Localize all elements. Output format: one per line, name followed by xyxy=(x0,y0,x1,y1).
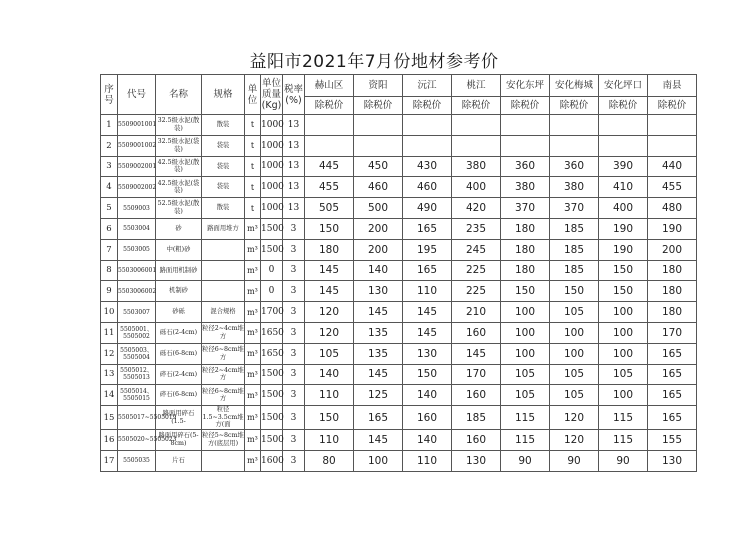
price-cell: 105 xyxy=(599,364,648,385)
price-cell: 170 xyxy=(452,364,501,385)
header-code: 代号 xyxy=(118,75,156,115)
price-cell: 370 xyxy=(501,198,550,219)
item-code: 5505035 xyxy=(118,450,156,471)
item-unit: m³ xyxy=(245,450,261,471)
header-seq: 序号 xyxy=(101,75,118,115)
price-cell: 150 xyxy=(599,281,648,302)
item-unit: m³ xyxy=(245,343,261,364)
price-cell: 245 xyxy=(452,239,501,260)
price-cell xyxy=(599,115,648,136)
price-cell: 140 xyxy=(403,429,452,450)
item-spec: 混合规格 xyxy=(202,302,245,323)
row-number: 7 xyxy=(101,239,118,260)
price-cell: 115 xyxy=(501,429,550,450)
table-row xyxy=(101,429,697,450)
item-tax-rate: 3 xyxy=(283,281,305,302)
item-weight: 1000 xyxy=(261,115,283,136)
row-number: 11 xyxy=(101,322,118,343)
price-cell: 125 xyxy=(354,385,403,406)
price-cell xyxy=(354,135,403,156)
row-number: 15 xyxy=(101,406,118,430)
item-name: 碎石(2-4cm) xyxy=(156,364,202,385)
price-cell: 130 xyxy=(648,450,697,471)
price-cell: 360 xyxy=(501,156,550,177)
table-row xyxy=(101,302,697,323)
price-cell: 145 xyxy=(452,343,501,364)
item-spec xyxy=(202,450,245,471)
price-cell: 100 xyxy=(501,322,550,343)
header-pretax-price: 除税价 xyxy=(648,97,697,115)
price-cell: 120 xyxy=(550,429,599,450)
item-weight: 1650 xyxy=(261,343,283,364)
price-cell: 450 xyxy=(354,156,403,177)
header-tax: 税率(%) xyxy=(283,75,305,115)
price-cell: 145 xyxy=(305,281,354,302)
row-number: 3 xyxy=(101,156,118,177)
header-region: 资阳 xyxy=(354,75,403,97)
item-tax-rate: 3 xyxy=(283,260,305,281)
item-spec: 粒径1.5~3.5cm堆方(面 xyxy=(202,406,244,429)
item-spec: 路面用堆方 xyxy=(202,218,245,239)
item-tax-rate: 3 xyxy=(283,364,305,385)
price-cell xyxy=(452,135,501,156)
header-pretax-price: 除税价 xyxy=(550,97,599,115)
price-cell: 165 xyxy=(354,406,403,430)
header-region: 赫山区 xyxy=(305,75,354,97)
price-cell xyxy=(354,115,403,136)
price-cell: 160 xyxy=(452,429,501,450)
item-unit: m³ xyxy=(245,302,261,323)
item-tax-rate: 3 xyxy=(283,450,305,471)
header-region: 安化坪口 xyxy=(599,75,648,97)
header-pretax-price: 除税价 xyxy=(354,97,403,115)
price-cell: 185 xyxy=(550,218,599,239)
price-cell: 500 xyxy=(354,198,403,219)
header-spec: 规格 xyxy=(202,75,245,115)
price-cell: 115 xyxy=(501,406,550,430)
row-number: 2 xyxy=(101,135,118,156)
item-name: 32.5级水泥(袋装) xyxy=(156,135,202,156)
row-number: 9 xyxy=(101,281,118,302)
item-unit: t xyxy=(245,156,261,177)
item-spec xyxy=(202,281,245,302)
table-row xyxy=(101,281,697,302)
item-code: 5505014、5505015 xyxy=(118,385,156,406)
item-spec: 袋装 xyxy=(202,156,245,177)
price-cell: 150 xyxy=(305,406,354,430)
item-code: 5509001002 xyxy=(118,135,156,156)
price-cell: 180 xyxy=(501,218,550,239)
page-title: 益阳市2021年7月份地材参考价 xyxy=(249,52,499,72)
item-name: 砂砾 xyxy=(156,302,202,323)
price-cell: 170 xyxy=(648,322,697,343)
header-weight: 单位质量(Kg) xyxy=(261,75,283,115)
item-code: 5509002002 xyxy=(118,177,156,198)
price-cell: 190 xyxy=(648,218,697,239)
item-weight: 1500 xyxy=(261,429,283,450)
table-row xyxy=(101,385,697,406)
price-cell: 135 xyxy=(354,322,403,343)
item-unit: m³ xyxy=(245,260,261,281)
price-cell xyxy=(452,115,501,136)
price-cell: 100 xyxy=(599,322,648,343)
price-cell xyxy=(648,115,697,136)
price-cell xyxy=(648,135,697,156)
item-tax-rate: 13 xyxy=(283,156,305,177)
price-cell: 235 xyxy=(452,218,501,239)
item-code: 5503007 xyxy=(118,302,156,323)
item-name: 路面用碎石(1.5- xyxy=(156,406,202,430)
price-cell: 420 xyxy=(452,198,501,219)
price-cell xyxy=(305,135,354,156)
item-tax-rate: 13 xyxy=(283,135,305,156)
price-cell: 150 xyxy=(501,281,550,302)
item-weight: 1000 xyxy=(261,198,283,219)
price-cell: 145 xyxy=(354,429,403,450)
price-cell: 225 xyxy=(452,281,501,302)
price-cell: 160 xyxy=(452,322,501,343)
item-name: 碎石(6-8cm) xyxy=(156,385,202,406)
price-cell: 360 xyxy=(550,156,599,177)
item-code: 5505017~5505019 xyxy=(118,406,156,430)
price-cell: 390 xyxy=(599,156,648,177)
item-spec: 粒径2~4cm堆方 xyxy=(202,364,245,385)
table-body xyxy=(101,115,697,472)
table-row xyxy=(101,115,697,136)
price-cell: 165 xyxy=(403,260,452,281)
item-code: 5509002001 xyxy=(118,156,156,177)
item-code: 5505003、5505004 xyxy=(118,343,156,364)
header-region: 南县 xyxy=(648,75,697,97)
price-cell: 160 xyxy=(452,385,501,406)
header-pretax-price: 除税价 xyxy=(452,97,501,115)
item-weight: 1600 xyxy=(261,450,283,471)
price-cell: 180 xyxy=(501,239,550,260)
price-cell: 130 xyxy=(452,450,501,471)
price-cell: 105 xyxy=(550,385,599,406)
item-spec: 粒径6~8cm堆方 xyxy=(202,385,245,406)
price-cell: 185 xyxy=(550,239,599,260)
item-weight: 1500 xyxy=(261,406,283,430)
table-row xyxy=(101,450,697,471)
price-cell: 140 xyxy=(354,260,403,281)
price-cell: 105 xyxy=(550,364,599,385)
item-name: 机制砂 xyxy=(156,281,202,302)
price-cell: 100 xyxy=(599,385,648,406)
item-tax-rate: 3 xyxy=(283,406,305,430)
price-cell: 105 xyxy=(501,385,550,406)
price-cell: 115 xyxy=(599,429,648,450)
price-cell: 380 xyxy=(501,177,550,198)
item-weight: 1650 xyxy=(261,322,283,343)
item-unit: t xyxy=(245,115,261,136)
price-cell: 400 xyxy=(599,198,648,219)
header-pretax-price: 除税价 xyxy=(501,97,550,115)
price-cell: 160 xyxy=(403,406,452,430)
item-tax-rate: 3 xyxy=(283,429,305,450)
row-number: 14 xyxy=(101,385,118,406)
price-cell xyxy=(501,115,550,136)
price-cell: 80 xyxy=(305,450,354,471)
price-cell: 90 xyxy=(550,450,599,471)
price-cell: 140 xyxy=(403,385,452,406)
item-tax-rate: 3 xyxy=(283,322,305,343)
item-unit: t xyxy=(245,198,261,219)
item-tax-rate: 3 xyxy=(283,239,305,260)
row-number: 1 xyxy=(101,115,118,136)
price-cell: 120 xyxy=(305,302,354,323)
price-cell xyxy=(599,135,648,156)
price-cell: 105 xyxy=(305,343,354,364)
header-region: 桃江 xyxy=(452,75,501,97)
item-spec: 袋装 xyxy=(202,177,245,198)
table-row xyxy=(101,322,697,343)
item-unit: m³ xyxy=(245,429,261,450)
table-row xyxy=(101,364,697,385)
header-region: 安化梅城 xyxy=(550,75,599,97)
price-cell: 490 xyxy=(403,198,452,219)
price-cell: 105 xyxy=(550,302,599,323)
table-row xyxy=(101,260,697,281)
item-weight: 0 xyxy=(261,260,283,281)
price-cell: 460 xyxy=(403,177,452,198)
header-pretax-price: 除税价 xyxy=(599,97,648,115)
table-row xyxy=(101,177,697,198)
row-number: 6 xyxy=(101,218,118,239)
price-cell: 120 xyxy=(305,322,354,343)
price-cell: 180 xyxy=(501,260,550,281)
item-name: 砂 xyxy=(156,218,202,239)
price-cell: 90 xyxy=(501,450,550,471)
price-cell: 135 xyxy=(354,343,403,364)
item-weight: 1500 xyxy=(261,364,283,385)
item-weight: 1000 xyxy=(261,156,283,177)
price-cell: 380 xyxy=(550,177,599,198)
price-cell xyxy=(403,135,452,156)
price-table xyxy=(100,74,697,472)
price-cell: 145 xyxy=(354,302,403,323)
price-cell: 110 xyxy=(403,450,452,471)
header-pretax-price: 除税价 xyxy=(403,97,452,115)
price-cell: 200 xyxy=(354,239,403,260)
table-row xyxy=(101,218,697,239)
row-number: 17 xyxy=(101,450,118,471)
price-cell: 505 xyxy=(305,198,354,219)
price-cell: 130 xyxy=(354,281,403,302)
item-unit: t xyxy=(245,135,261,156)
price-cell: 100 xyxy=(599,343,648,364)
item-name: 砾石(6-8cm) xyxy=(156,343,202,364)
item-code: 5503006002 xyxy=(118,281,156,302)
item-code: 5505001、5505002 xyxy=(118,322,156,343)
item-name: 路面用机制砂 xyxy=(156,260,202,281)
item-code: 5505012、5505013 xyxy=(118,364,156,385)
price-cell: 115 xyxy=(599,406,648,430)
item-unit: m³ xyxy=(245,364,261,385)
price-cell: 150 xyxy=(403,364,452,385)
item-unit: t xyxy=(245,177,261,198)
price-cell: 100 xyxy=(550,322,599,343)
price-cell: 190 xyxy=(599,218,648,239)
item-weight: 0 xyxy=(261,281,283,302)
price-cell: 165 xyxy=(403,218,452,239)
item-spec: 粒径2~4cm堆方 xyxy=(202,322,245,343)
price-cell: 225 xyxy=(452,260,501,281)
row-number: 10 xyxy=(101,302,118,323)
price-cell: 100 xyxy=(501,343,550,364)
price-cell xyxy=(550,115,599,136)
price-cell: 140 xyxy=(305,364,354,385)
item-name: 砾石(2-4cm) xyxy=(156,322,202,343)
header-region: 沅江 xyxy=(403,75,452,97)
price-cell: 180 xyxy=(305,239,354,260)
item-code: 5503004 xyxy=(118,218,156,239)
price-cell: 195 xyxy=(403,239,452,260)
price-cell: 165 xyxy=(648,364,697,385)
item-weight: 1500 xyxy=(261,218,283,239)
row-number: 16 xyxy=(101,429,118,450)
item-tax-rate: 13 xyxy=(283,177,305,198)
item-spec: 散装 xyxy=(202,115,245,136)
price-cell: 200 xyxy=(648,239,697,260)
table-row xyxy=(101,239,697,260)
item-spec xyxy=(202,260,245,281)
item-tax-rate: 3 xyxy=(283,385,305,406)
row-number: 12 xyxy=(101,343,118,364)
item-name: 中(粗)砂 xyxy=(156,239,202,260)
price-cell: 145 xyxy=(403,302,452,323)
price-cell: 150 xyxy=(550,281,599,302)
item-code: 5503005 xyxy=(118,239,156,260)
price-cell: 145 xyxy=(305,260,354,281)
item-weight: 1700 xyxy=(261,302,283,323)
item-tax-rate: 13 xyxy=(283,115,305,136)
price-cell: 210 xyxy=(452,302,501,323)
item-tax-rate: 3 xyxy=(283,343,305,364)
table-row xyxy=(101,135,697,156)
item-spec: 袋装 xyxy=(202,135,245,156)
price-cell: 460 xyxy=(354,177,403,198)
table-header xyxy=(101,75,697,115)
price-cell: 110 xyxy=(403,281,452,302)
price-cell: 430 xyxy=(403,156,452,177)
price-cell: 120 xyxy=(550,406,599,430)
price-cell: 165 xyxy=(648,406,697,430)
price-cell: 180 xyxy=(648,260,697,281)
header-pretax-price: 除税价 xyxy=(305,97,354,115)
price-cell: 380 xyxy=(452,156,501,177)
row-number: 13 xyxy=(101,364,118,385)
item-code: 5505020~5505023 xyxy=(118,429,156,450)
item-weight: 1000 xyxy=(261,177,283,198)
header-unit: 单位 xyxy=(245,75,261,115)
item-weight: 1500 xyxy=(261,239,283,260)
item-unit: m³ xyxy=(245,406,261,430)
item-name: 路面用碎石(5-8cm) xyxy=(156,429,202,450)
item-weight: 1000 xyxy=(261,135,283,156)
item-name: 片石 xyxy=(156,450,202,471)
price-cell: 165 xyxy=(648,343,697,364)
header-region: 安化东坪 xyxy=(501,75,550,97)
price-cell: 480 xyxy=(648,198,697,219)
price-cell: 165 xyxy=(648,385,697,406)
price-cell: 130 xyxy=(403,343,452,364)
item-name: 42.5级水泥(袋装) xyxy=(156,177,202,198)
price-cell: 100 xyxy=(501,302,550,323)
item-code: 5509001001 xyxy=(118,115,156,136)
price-cell: 200 xyxy=(354,218,403,239)
price-cell: 145 xyxy=(403,322,452,343)
table-row xyxy=(101,198,697,219)
price-cell xyxy=(305,115,354,136)
price-cell: 100 xyxy=(599,302,648,323)
item-name: 52.5级水泥(散装) xyxy=(156,198,202,219)
price-cell: 150 xyxy=(599,260,648,281)
price-cell: 150 xyxy=(305,218,354,239)
price-cell: 185 xyxy=(452,406,501,430)
item-unit: m³ xyxy=(245,239,261,260)
price-cell: 100 xyxy=(550,343,599,364)
item-unit: m³ xyxy=(245,385,261,406)
item-code: 5509003 xyxy=(118,198,156,219)
price-cell: 410 xyxy=(599,177,648,198)
price-cell: 455 xyxy=(305,177,354,198)
item-tax-rate: 3 xyxy=(283,302,305,323)
item-unit: m³ xyxy=(245,281,261,302)
price-cell: 185 xyxy=(550,260,599,281)
price-cell: 180 xyxy=(648,281,697,302)
price-cell: 455 xyxy=(648,177,697,198)
price-cell: 445 xyxy=(305,156,354,177)
table-row xyxy=(101,156,697,177)
item-unit: m³ xyxy=(245,218,261,239)
table-row xyxy=(101,406,697,430)
price-cell: 400 xyxy=(452,177,501,198)
item-tax-rate: 3 xyxy=(283,218,305,239)
row-number: 5 xyxy=(101,198,118,219)
item-spec xyxy=(202,239,245,260)
header-name: 名称 xyxy=(156,75,202,115)
item-weight: 1500 xyxy=(261,385,283,406)
price-cell: 190 xyxy=(599,239,648,260)
price-cell: 110 xyxy=(305,429,354,450)
table-row xyxy=(101,343,697,364)
item-spec: 粒径5~8cm堆方(底层用) xyxy=(202,429,245,450)
item-code: 5503006001 xyxy=(118,260,156,281)
price-cell xyxy=(403,115,452,136)
price-cell: 155 xyxy=(648,429,697,450)
item-unit: m³ xyxy=(245,322,261,343)
item-spec: 散装 xyxy=(202,198,245,219)
price-cell: 180 xyxy=(648,302,697,323)
row-number: 4 xyxy=(101,177,118,198)
item-tax-rate: 13 xyxy=(283,198,305,219)
price-cell xyxy=(550,135,599,156)
price-cell: 110 xyxy=(305,385,354,406)
item-spec: 粒径6~8cm堆方 xyxy=(202,343,245,364)
price-cell: 100 xyxy=(354,450,403,471)
price-cell: 105 xyxy=(501,364,550,385)
item-name: 42.5级水泥(散装) xyxy=(156,156,202,177)
price-cell: 440 xyxy=(648,156,697,177)
row-number: 8 xyxy=(101,260,118,281)
price-cell: 145 xyxy=(354,364,403,385)
price-cell: 370 xyxy=(550,198,599,219)
item-name: 32.5级水泥(散装) xyxy=(156,115,202,136)
price-cell: 90 xyxy=(599,450,648,471)
price-cell xyxy=(501,135,550,156)
